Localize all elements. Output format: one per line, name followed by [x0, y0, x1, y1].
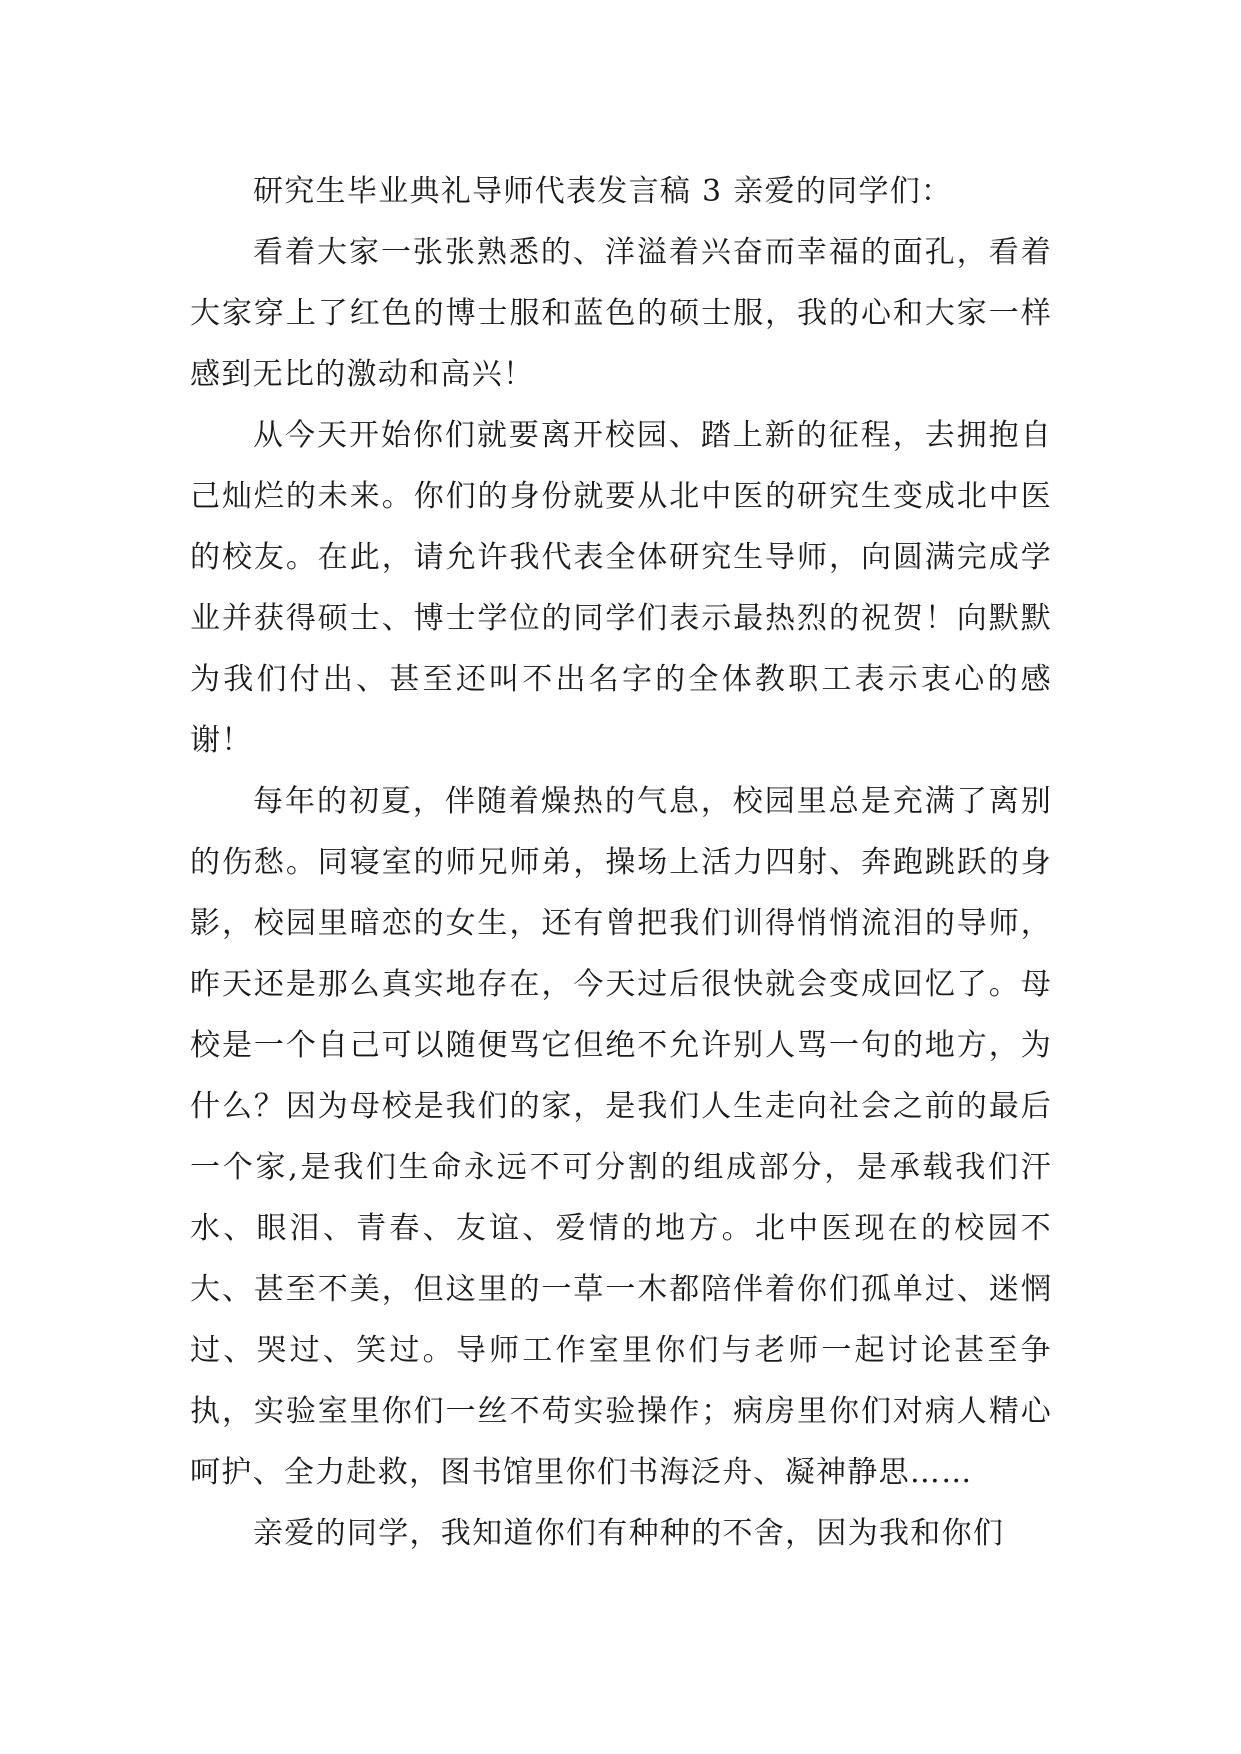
paragraph: 看着大家一张张熟悉的、洋溢着兴奋而幸福的面孔，看着大家穿上了红色的博士服和蓝色的硕士服，我的心和大家一样感到无比的激动和高兴！: [190, 235, 1052, 392]
paragraph: 亲爱的同学，我知道你们有种种的不舍，因为我和你们: [253, 1516, 1005, 1551]
paragraph-title-line: 研究生毕业典礼导师代表发言稿 3 亲爱的同学们：: [253, 174, 953, 209]
paragraph: 每年的初夏，伴随着燥热的气息，校园里总是充满了离别的伤愁。同寝室的师兄师弟，操场上活力四射、奔跑跳跃的身影，校园里暗恋的女生，还有曾把我们训得悄悄流泪的导师，昨天还是那么真实地存在，今天过后很快就会变成回忆了。母校是一个自己可以随便骂它但绝不允许别人骂一句的地方，为什么？因为母校是我们的家，是我们人生走向社会之前的最后一个家,是我们生命永远不可分割的组成部分，是承载我们汗水、眼泪、青春、友谊、爱情的地方。北中医现在的校园不大、甚至不美，但这里的一草一木都陪伴着你们孤单过、迷惘过、哭过、笑过。导师工作室里你们与老师一起讨论甚至争执，实验室里你们一丝不苟实验操作；病房里你们对病人精心呵护、全力赴救，图书馆里你们书海泛舟、凝神静思……: [190, 784, 1052, 1490]
paragraph: 从今天开始你们就要离开校园、踏上新的征程，去拥抱自己灿烂的未来。你们的身份就要从北中医的研究生变成北中医的校友。在此，请允许我代表全体研究生导师，向圆满完成学业并获得硕士、博士学位的同学们表示最热烈的祝贺！向默默为我们付出、甚至还叫不出名字的全体教职工表示衷心的感谢！: [190, 418, 1052, 758]
document-body: [190, 161, 1052, 1564]
